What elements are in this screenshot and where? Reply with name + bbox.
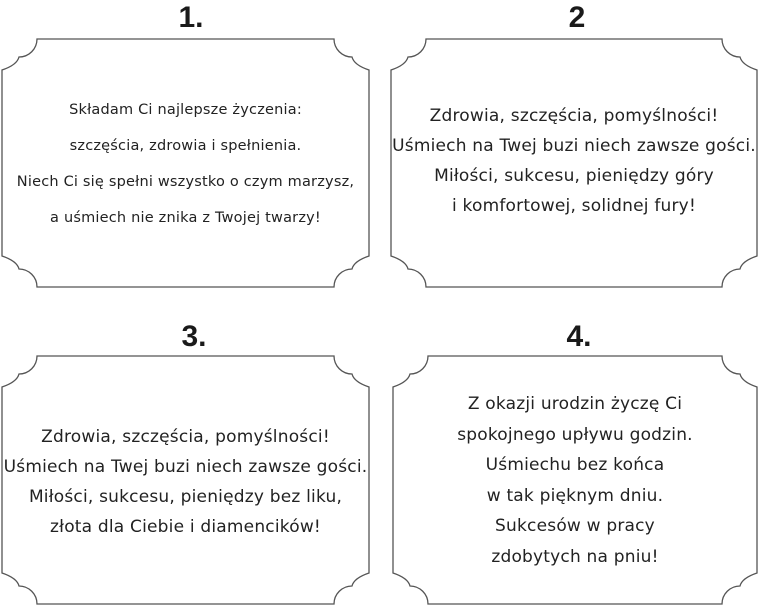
card-text (392, 389, 758, 572)
card-text (1, 422, 370, 542)
text-line: Miłości, sukcesu, pieniędzy bez liku, (28, 487, 343, 507)
text-line: spokojnego upływu godzin. (457, 424, 693, 445)
text-line: i komfortowej, solidnej fury! (452, 196, 696, 216)
text-line: Niech Ci się spełni wszystko o czym marzysz, (16, 174, 355, 190)
card-text (390, 101, 758, 221)
text-line: Z okazji urodzin życzę Ci (467, 394, 683, 414)
text-line: Uśmiech na Twej buzi niech zawsze gości. (3, 457, 368, 477)
text-line: Sukcesów w pracy (495, 516, 655, 536)
text-line: Zdrowia, szczęścia, pomyślności! (429, 106, 719, 126)
text-line: Miłości, sukcesu, pieniędzy góry (434, 166, 714, 186)
card-number-3: 3. (181, 320, 207, 353)
text-line: Składam Ci najlepsze życzenia: (69, 102, 302, 118)
greeting-card-4 (392, 355, 758, 605)
card-number-1: 1. (178, 1, 204, 34)
text-line: w tak pięknym dniu. (486, 485, 664, 506)
card-number-2: 2 (568, 1, 586, 34)
text-line: Zdrowia, szczęścia, pomyślności! (41, 427, 330, 447)
text-line: złota dla Ciebie i diamencików! (50, 517, 321, 537)
text-line: szczęścia, zdrowia i spełnienia. (69, 138, 302, 154)
text-line: zdobytych na pniu! (491, 546, 659, 567)
greeting-card-3 (1, 355, 370, 605)
greeting-card-2 (390, 38, 758, 288)
card-number-4: 4. (566, 320, 592, 353)
card-text (1, 92, 370, 236)
text-line: Uśmiechu bez końca (485, 455, 665, 475)
greeting-card-1 (1, 38, 370, 288)
text-line: Uśmiech na Twej buzi niech zawsze gości. (392, 136, 756, 156)
text-line: a uśmiech nie znika z Twojej twarzy! (50, 210, 321, 226)
